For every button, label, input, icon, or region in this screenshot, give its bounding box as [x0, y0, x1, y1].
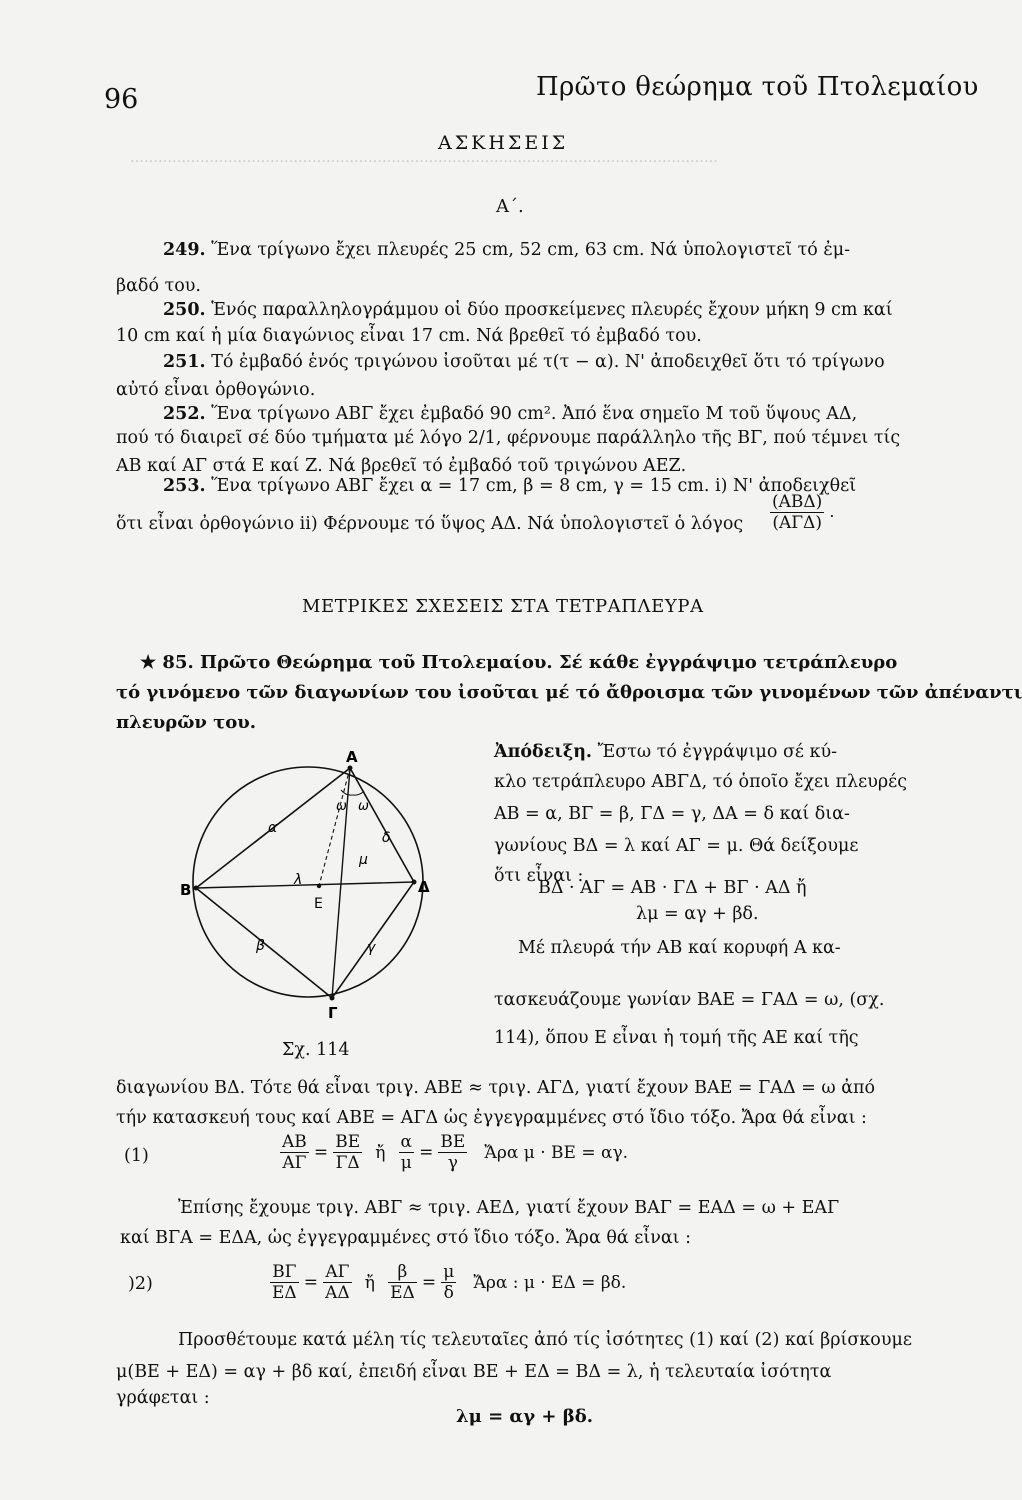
equation-2: $\frac{B\Gamma}{E\Delta}$ = $\frac{A\Gamma}{A\Delta}$ ἤ $\frac{\beta}{E\Delta}$ = $\frac{\mu}{\delta}$ Ἄρα : μ · ΕΔ = βδ. [272, 1262, 627, 1303]
label-omega-2: ω [358, 799, 369, 814]
exercise-text: Ἕνα τρίγωνο ΑΒΓ ἔχει α = 17 cm, β = 8 cm, γ = 15 cm. i) Ν' ἀποδειχθεῖ [211, 476, 857, 496]
angle-arc-1 [341, 790, 353, 795]
final-equation: λμ = αγ + βδ. [456, 1406, 593, 1427]
label-alpha: α [268, 820, 278, 836]
similarity-line-3: Ἐπίσης ἔχουμε τριγ. ΑΒΓ ≈ τριγ. ΑΕΔ, γιατί ἔχουν ΒΑΓ = ΕΑΔ = ω + ΕΑΓ [178, 1198, 840, 1218]
exercise-number: 250. [163, 300, 206, 320]
construction-line-2: τασκευάζουμε γωνίαν ΒΑΕ = ΓΑΔ = ω, (σχ. [494, 990, 885, 1010]
label-delta: δ [382, 830, 391, 846]
conclusion-line-1: Προσθέτουμε κατά μέλη τίς τελευταῖες ἀπό τίς ἰσότητες (1) καί (2) καί βρίσκουμε [178, 1330, 912, 1350]
chapter-title: ΜΕΤΡΙΚΕΣ ΣΧΕΣΕΙΣ ΣΤΑ ΤΕΤΡΑΠΛΕΥΡΑ [302, 596, 704, 617]
proof-head: Ἀπόδειξη. [494, 742, 593, 762]
proof-text: Ἔστω τό ἐγγράψιμο σέ κύ- [597, 742, 838, 762]
exercise-252-line-1 [163, 404, 857, 424]
page-number: 96 [104, 84, 139, 115]
running-title: Πρῶτο θεώρημα τοῦ Πτολεμαίου [536, 72, 979, 102]
exercise-number: 253. [163, 476, 206, 496]
bleed-through-text: ……………………………………………………………………………………………………………… [130, 150, 718, 166]
label-e: Ε [314, 896, 323, 912]
theorem-head: 85. Πρῶτο Θεώρημα τοῦ Πτολεμαίου. [162, 652, 553, 673]
label-b: Β [180, 881, 192, 899]
conclusion-line-2: μ(ΒΕ + ΕΔ) = αγ + βδ καί, ἐπειδή εἶναι ΒΕ + ΕΔ = ΒΔ = λ, ἡ τελευταία ἰσότητα [116, 1362, 832, 1382]
label-a: Α [346, 748, 358, 766]
equation-2-label: )2) [128, 1274, 153, 1294]
exercise-text: Τό ἐμβαδό ἑνός τριγώνου ἰσοῦται μέ τ(τ − α). Ν' ἀποδειχθεῖ ὅτι τό τρίγωνο [211, 352, 885, 372]
exercise-249-line-2: βαδό του. [116, 276, 201, 296]
figure-caption: Σχ. 114 [282, 1040, 350, 1060]
equation-1: $\frac{AB}{A\Gamma}$ = $\frac{BE}{\Gamma\Delta}$ ἤ $\frac{\alpha}{\mu}$ = $\frac{BE}{\gamma}$ Ἄρα μ · ΒΕ = αγ. [282, 1132, 629, 1173]
exercise-251-line-2: αὐτό εἶναι ὀρθογώνιο. [116, 380, 316, 400]
point-g [330, 996, 335, 1001]
exercise-text: Ἑνός παραλληλογράμμου οἱ δύο προσκείμενες πλευρές ἔχουν μήκη 9 cm καί [211, 300, 893, 320]
theorem-line-1 [140, 652, 897, 673]
exercise-253-line-2: ὅτι εἶναι ὀρθογώνιο ii) Φέρνουμε τό ὕψος ΑΔ. Νά ὑπολογιστεῖ ὁ λόγος [116, 514, 744, 534]
proof-line-1 [494, 742, 837, 762]
theorem-text: Σέ κάθε ἐγγράψιμο τετράπλευρο [558, 652, 898, 673]
point-d [412, 880, 417, 885]
figure-114 [160, 740, 490, 1060]
exercise-252-line-3: ΑΒ καί ΑΓ στά Ε καί Ζ. Νά βρεθεῖ τό ἐμβαδό τοῦ τριγώνου ΑΕΖ. [116, 456, 687, 476]
exercise-251-line-1 [163, 352, 885, 372]
label-d: Δ [418, 878, 430, 896]
diagonal-bd [196, 882, 414, 888]
proof-line-4: γωνίους ΒΔ = λ καί ΑΓ = μ. Θά δείξουμε [494, 836, 859, 856]
theorem-line-3: πλευρῶν του. [116, 712, 256, 733]
exercise-250-line-1 [163, 300, 893, 320]
exercise-252-line-2: πού τό διαιρεῖ σέ δύο τμήματα μέ λόγο 2/1, φέρνουμε παράλληλο τῆς ΒΓ, πού τέμνει τίς [116, 428, 901, 448]
label-beta: β [256, 938, 265, 954]
similarity-line-4: καί ΒΓΑ = ΕΔΑ, ὡς ἐγγεγραμμένες στό ἴδιο τόξο. Ἄρα θά εἶναι : [120, 1228, 691, 1248]
ratio-fraction: $\frac{\text{(ΑΒΔ)}}{\text{(ΑΓΔ)}}$ . [772, 492, 835, 533]
point-b [194, 886, 199, 891]
exercise-text: Ἕνα τρίγωνο ἔχει πλευρές 25 cm, 52 cm, 63 cm. Νά ὑπολογιστεῖ τό ἐμ- [211, 240, 851, 260]
exercises-subtitle: Α΄. [496, 196, 524, 217]
conclusion-line-3: γράφεται : [116, 1388, 210, 1408]
proof-eq-1: ΒΔ · ΑΓ = ΑΒ · ΓΔ + ΒΓ · ΑΔ ἤ [538, 878, 807, 898]
label-g: Γ [328, 1004, 338, 1022]
exercise-number: 249. [163, 240, 206, 260]
ratio-denominator: (ΑΓΔ) [770, 512, 824, 533]
exercise-253-line-1 [163, 476, 856, 496]
equation-1-label: (1) [124, 1146, 149, 1166]
exercise-number: 251. [163, 352, 206, 372]
label-lambda: λ [294, 872, 303, 888]
theorem-line-2: τό γινόμενο τῶν διαγωνίων του ἰσοῦται μέ τό ἄθροισμα τῶν γινομένων τῶν ἀπέναντι [116, 682, 1022, 703]
proof-eq-2: λμ = αγ + βδ. [636, 904, 759, 924]
point-a [348, 766, 353, 771]
similarity-line-1: διαγωνίου ΒΔ. Τότε θά εἶναι τριγ. ΑΒΕ ≈ τριγ. ΑΓΔ, γιατί ἔχουν ΒΑΕ = ΓΑΔ = ω ἀπό [116, 1078, 876, 1098]
exercise-249-line-1 [163, 240, 850, 260]
exercises-title: ΑΣΚΗΣΕΙΣ [438, 132, 569, 154]
proof-line-5: ὅτι εἶναι : [494, 866, 584, 886]
construction-line-1: Μέ πλευρά τήν ΑΒ καί κορυφή Α κα- [518, 938, 841, 958]
star-icon: ★ [140, 652, 157, 673]
construction-line-3: 114), ὅπου Ε εἶναι ἡ τομή τῆς ΑΕ καί τῆς [494, 1028, 859, 1048]
ratio-numerator: (ΑΒΔ) [772, 492, 823, 512]
label-mu: μ [359, 852, 368, 868]
exercise-text: Ἕνα τρίγωνο ΑΒΓ ἔχει ἐμβαδό 90 cm². Ἀπό ἕνα σημεῖο Μ τοῦ ὕψους ΑΔ, [211, 404, 858, 424]
point-e [317, 884, 321, 888]
label-omega-1: ω [336, 799, 347, 814]
proof-line-3: ΑΒ = α, ΒΓ = β, ΓΔ = γ, ΔΑ = δ καί δια- [494, 804, 850, 824]
exercise-250-line-2: 10 cm καί ἡ μία διαγώνιος εἶναι 17 cm. Νά βρεθεῖ τό ἐμβαδό του. [116, 326, 702, 346]
similarity-line-2: τήν κατασκευή τους καί ΑΒΕ = ΑΓΔ ὡς ἐγγεγραμμένες στό ἴδιο τόξο. Ἄρα θά εἶναι : [116, 1108, 867, 1128]
exercise-number: 252. [163, 404, 206, 424]
label-gamma: γ [367, 940, 376, 956]
proof-line-2: κλο τετράπλευρο ΑΒΓΔ, τό ὁποῖο ἔχει πλευρές [494, 772, 908, 792]
